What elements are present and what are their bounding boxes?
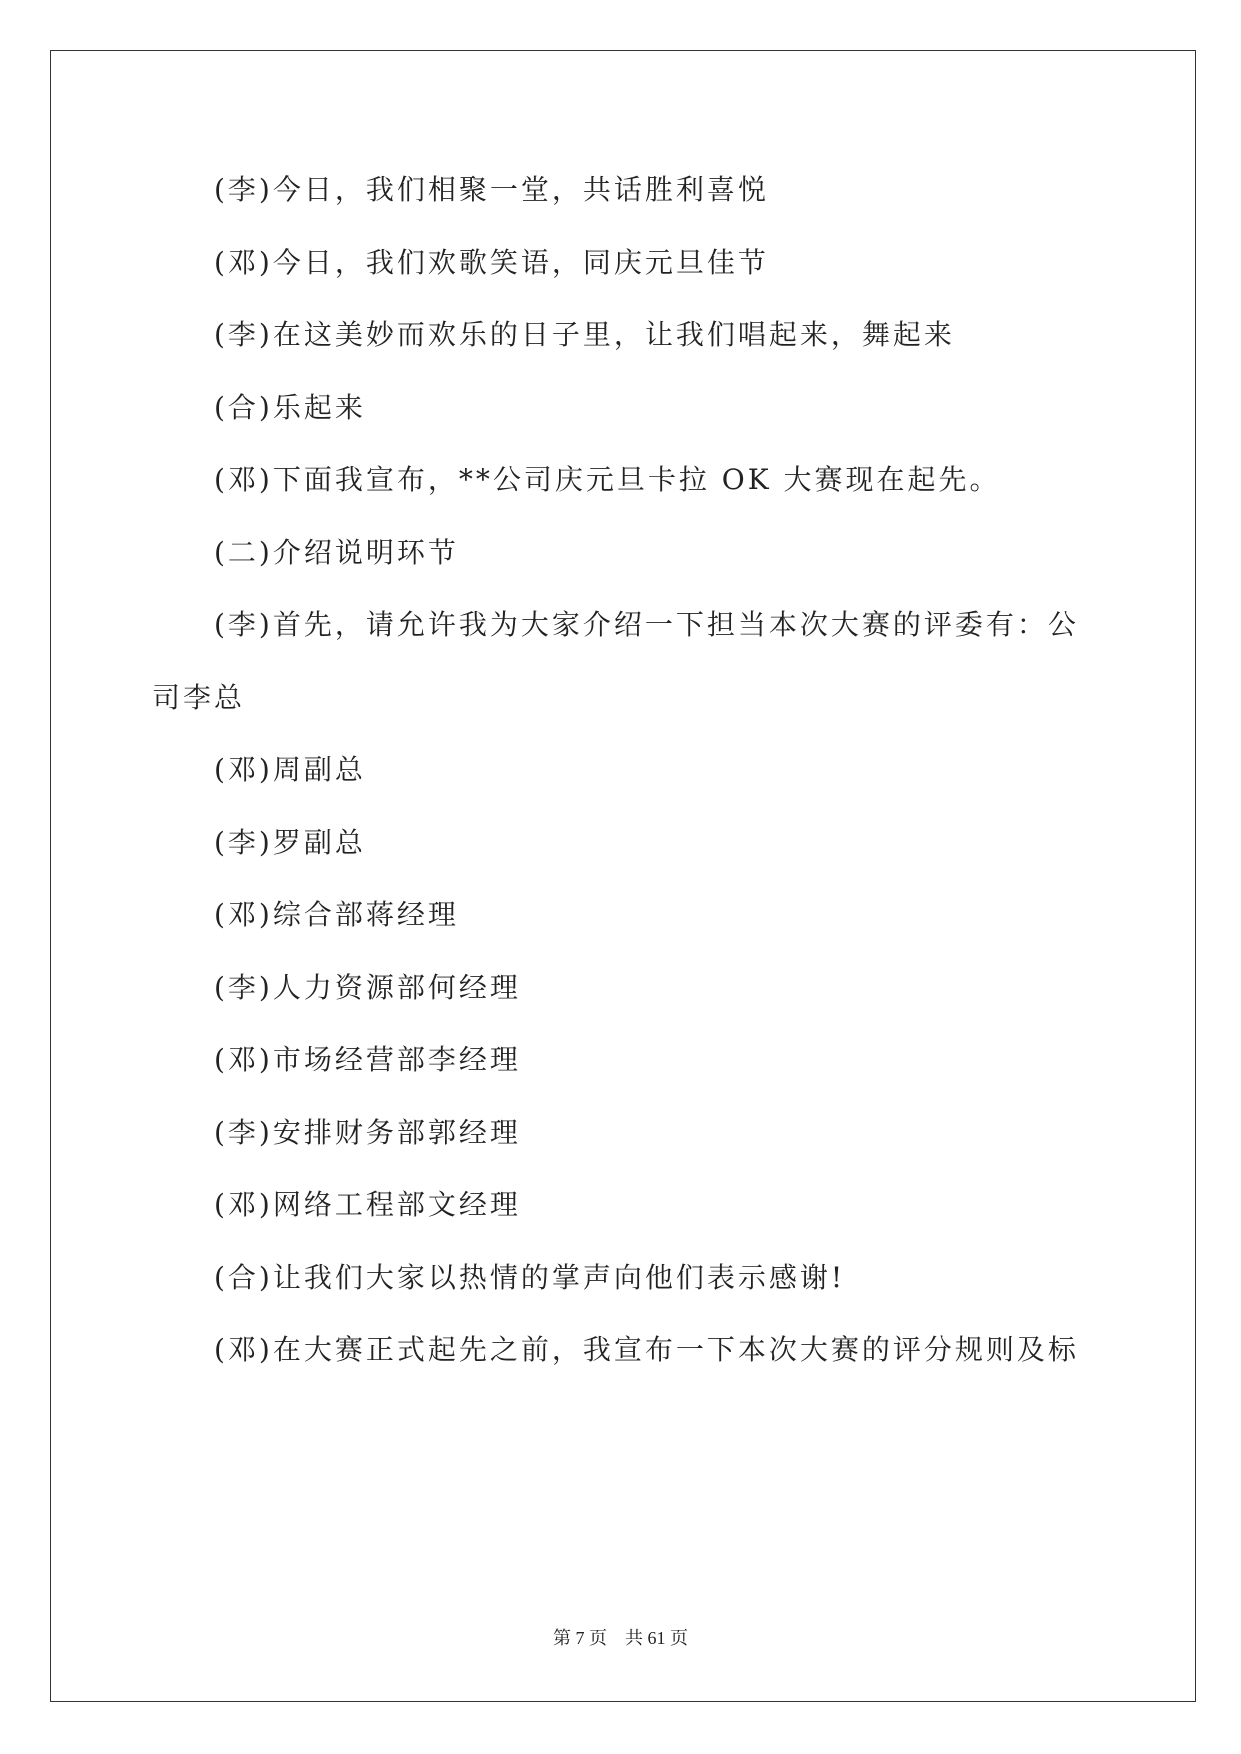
text-line: (邓)综合部蒋经理	[214, 898, 459, 931]
text-line: (李)罗副总	[214, 826, 366, 859]
text-line: (邓)网络工程部文经理	[214, 1188, 521, 1221]
text-line: (邓)今日，我们欢歌笑语，同庆元旦佳节	[214, 246, 769, 279]
text-line: (李)在这美妙而欢乐的日子里，让我们唱起来，舞起来	[214, 318, 955, 351]
text-line: (合)乐起来	[214, 391, 366, 424]
page-border	[50, 50, 1196, 1702]
text-line: 司李总	[152, 681, 246, 714]
page-number-footer: 第 7 页 共 61 页	[553, 1628, 688, 1648]
text-line: (李)人力资源部何经理	[214, 971, 521, 1004]
text-line: (李)今日，我们相聚一堂，共话胜利喜悦	[214, 173, 769, 206]
text-line: (李)安排财务部郭经理	[214, 1116, 521, 1149]
text-line: (二)介绍说明环节	[214, 536, 459, 569]
text-line: (邓)下面我宣布，**公司庆元旦卡拉 OK 大赛现在起先。	[214, 463, 1001, 496]
text-line: (合)让我们大家以热情的掌声向他们表示感谢!	[214, 1261, 846, 1294]
text-line: (邓)市场经营部李经理	[214, 1043, 521, 1076]
text-line: (邓)在大赛正式起先之前，我宣布一下本次大赛的评分规则及标	[214, 1333, 1079, 1366]
text-line: (邓)周副总	[214, 753, 366, 786]
text-line: (李)首先，请允许我为大家介绍一下担当本次大赛的评委有：公	[214, 608, 1079, 641]
